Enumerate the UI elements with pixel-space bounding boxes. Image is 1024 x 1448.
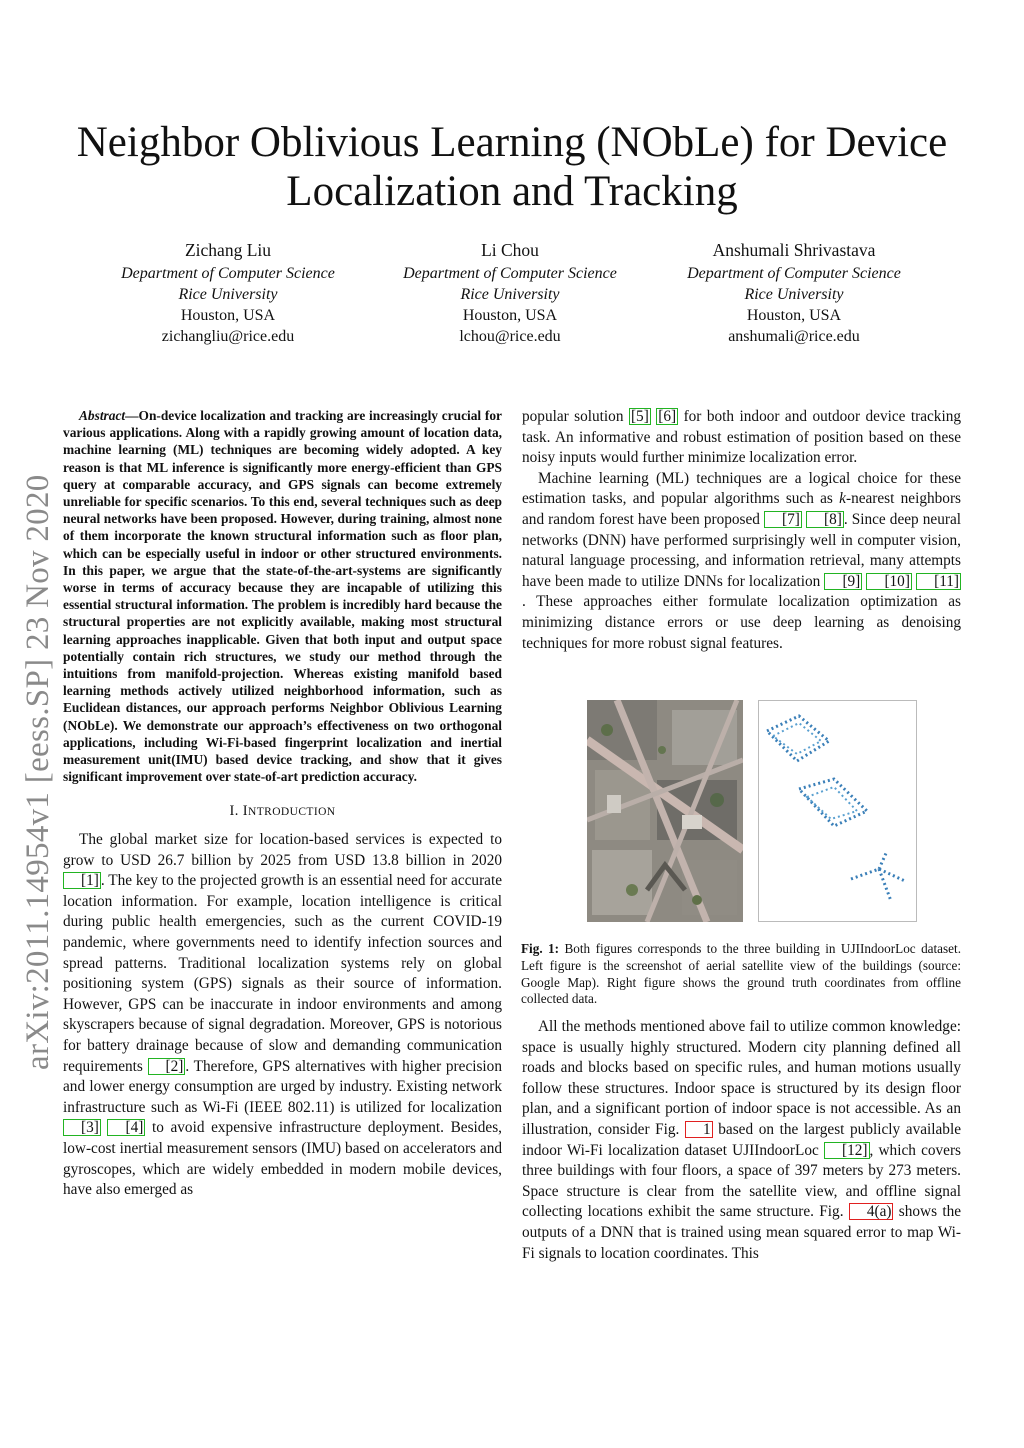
arxiv-identifier: arXiv:2011.14954v1 [eess.SP] 23 Nov 2020 xyxy=(20,474,56,1070)
citation-link[interactable]: [5] xyxy=(630,408,649,425)
author-name: Li Chou xyxy=(481,240,539,260)
citation-link[interactable]: [6] xyxy=(658,408,677,425)
author-location: Houston, USA xyxy=(746,307,842,324)
paper-title xyxy=(40,118,984,216)
title-line-2: Localization and Tracking xyxy=(286,168,738,215)
citation-link[interactable]: [1] xyxy=(63,872,101,889)
author-location: Houston, USA xyxy=(180,307,276,324)
text-run: All the methods mentioned above fail to utilize common knowledge: space is usually highly structured. Modern city planning defined all roads and blocks based on specific rules, and human motions usually follow these structures. Indoor space is structured by its design floor plan, and a significant portion of indoor space is not accessible. As an illustration, consider Fig. xyxy=(522,1018,961,1138)
text-run: -nearest neighbors and random forest have been proposed xyxy=(522,490,961,528)
text-run: Machine learning (ML) techniques are a logical choice for these estimation tasks, and popular algorithms such as xyxy=(522,469,961,508)
text-run: shows the outputs of a DNN that is trained using mean squared error to map Wi-Fi signals to location coordinates. This xyxy=(522,1203,962,1262)
right-paragraph-1 xyxy=(522,407,961,469)
author-department: Department of Computer Science xyxy=(403,265,617,282)
author-block-2 xyxy=(360,240,660,347)
author-block-3 xyxy=(644,240,944,347)
author-email: lchou@rice.edu xyxy=(459,328,561,345)
right-paragraph-3 xyxy=(522,1017,961,1264)
text-run: . The key to the projected growth is an essential need for accurate location information. For example, location intelligence is critical during public health emergencies, such as the current COVID-19 pandemic, where governments need to identify infection sources and spread patterns. Traditional localization systems rely on global positioning system (GPS) signals as their source of information. However, GPS can be inaccurate in indoor environments and among skyscrapers because of signal degradation. Moreover, GPS is notorious for battery drainage because of slow and demanding communication requirements xyxy=(63,872,502,1075)
author-university: Rice University xyxy=(178,286,278,303)
text-run: popular solution xyxy=(522,408,629,425)
section-heading-introduction xyxy=(63,801,502,823)
ground-truth-scatter-plot xyxy=(758,700,917,922)
section-title-rest: NTRODUCTION xyxy=(248,806,336,819)
figure-1 xyxy=(521,700,961,925)
section-title-initial: I xyxy=(242,803,249,820)
text-run: to avoid expensive infrastructure deployment. Besides, low-cost inertial measurement sensors (IMU) based on accelerators and gyroscopes, which are widely embedded in modern mobile devices, have also emerged as xyxy=(63,1119,503,1199)
text-run: , which covers three buildings with four floors, a space of 397 meters by 273 meters. Space structure is clear from the satellite view, and offline signal collecting locations exhibit the same structure. Fig. xyxy=(522,1141,961,1221)
author-university: Rice University xyxy=(460,286,560,303)
intro-paragraph-1 xyxy=(63,830,502,1201)
abstract xyxy=(63,407,502,785)
title-line-1: Neighbor Oblivious Learning (NObLe) for Device xyxy=(76,119,948,166)
figure-label: Fig. 1: xyxy=(521,941,560,956)
text-run: for both indoor and outdoor device tracking task. An informative and robust estimation of position based on these noisy inputs would further minimize localization error. xyxy=(522,408,961,467)
citation-link[interactable]: [9] xyxy=(824,573,862,590)
text-run: . These approaches either formulate localization optimization as minimizing distance errors or use deep learning as denoising techniques for more robust signal features. xyxy=(522,593,961,652)
caption-text: Both figures corresponds to the three building in UJIIndoorLoc dataset. Left figure is the screenshot of aerial satellite view of the buildings (source: Google Map). Right figure shows the ground truth coordinates from offline collected data. xyxy=(521,941,961,1007)
section-number: I. xyxy=(229,803,239,820)
right-column-top xyxy=(522,407,961,654)
aerial-satellite-image xyxy=(587,700,743,922)
author-department: Department of Computer Science xyxy=(687,265,901,282)
citation-link[interactable]: [11] xyxy=(916,573,961,590)
left-column xyxy=(63,407,502,1201)
right-paragraph-2 xyxy=(522,469,961,654)
abstract-label: Abstract xyxy=(79,408,126,423)
right-column-bottom xyxy=(522,1017,961,1264)
text-run: based on the largest publicly available indoor Wi-Fi localization dataset UJIIndoorLoc xyxy=(522,1120,961,1159)
citation-link[interactable]: [2] xyxy=(148,1058,186,1075)
citation-link[interactable]: [4] xyxy=(107,1119,145,1136)
citation-link[interactable]: [8] xyxy=(806,511,844,528)
figure-1-caption xyxy=(521,941,961,1008)
citation-link[interactable]: [10] xyxy=(866,573,912,590)
text-run: . Therefore, GPS alternatives with higher precision and lower energy consumption are urged by industry. Existing network infrastructure such as Wi-Fi (IEEE 802.11) is utilized for localization xyxy=(63,1057,502,1116)
math-variable: k xyxy=(839,490,846,508)
author-block-1 xyxy=(78,240,378,347)
text-run: . Since deep neural networks (DNN) have performed surprisingly well in computer vision, natural language processing, and information retrieval, many attempts have been made to utilize DNNs for localization xyxy=(522,510,961,590)
author-name: Zichang Liu xyxy=(184,240,271,260)
author-department: Department of Computer Science xyxy=(121,265,335,282)
text-run: The global market size for location-based services is expected to grow to USD 26.7 billion by 2025 from USD 13.8 billion in 2020 xyxy=(63,831,502,869)
citation-link[interactable]: [7] xyxy=(764,511,802,528)
author-university: Rice University xyxy=(744,286,844,303)
author-name: Anshumali Shrivastava xyxy=(712,240,876,260)
citation-link[interactable]: [3] xyxy=(63,1119,101,1136)
author-email: zichangliu@rice.edu xyxy=(161,328,295,345)
figure-reference-link[interactable]: 4(a) xyxy=(849,1203,894,1220)
author-email: anshumali@rice.edu xyxy=(728,328,860,345)
author-location: Houston, USA xyxy=(462,307,558,324)
figure-reference-link[interactable]: 1 xyxy=(685,1121,713,1138)
abstract-text: —On-device localization and tracking are increasingly crucial for various applications. Along with a rapidly growing amount of location data, machine learning (ML) techniques are becoming widely adopted. A key reason is that ML inference is significantly more energy-efficient than GPS query at comparable accuracy, and GPS signals can become extremely unreliable for specific scenarios. To this end, several techniques such as deep neural networks have been proposed. However, during training, almost none of them incorporate the known structural information such as floor plan, which can be especially useful in indoor or other structured environments. In this paper, we argue that the state-of-the-art-systems are significantly worse in terms of accuracy because they are incapable of utilizing this essential structural information. The problem is incredibly hard because the structural properties are not explicitly available, making most structural learning approaches inapplicable. Given that both input and output space potentially contain rich structures, we study our method through the intuitions from manifold-projection. Whereas existing manifold based learning methods actively utilized neighborhood information, such as Euclidean distances, our approach performs Neighbor Oblivious Learning (NObLe). We demonstrate our approach’s effectiveness on two orthogonal applications, including Wi-Fi-based fingerprint localization and inertial measurement unit(IMU) based device tracking, and show that it gives significant improvement over state-of-art prediction accuracy. xyxy=(63,408,502,785)
citation-link[interactable]: [12] xyxy=(824,1142,870,1159)
